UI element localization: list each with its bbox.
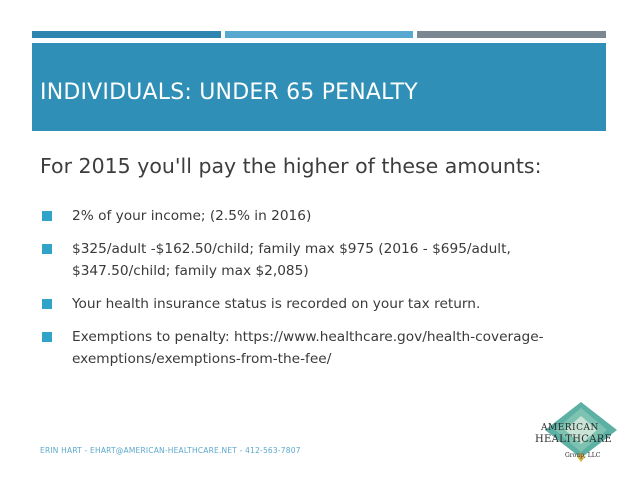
logo-line-2: HEALTHCARE [535, 434, 613, 445]
bullet-square-icon [42, 244, 52, 254]
footer-contact: ERIN HART - EHART@AMERICAN-HEALTHCARE.NET - 412-563-7807 [40, 446, 301, 455]
bullet-list [40, 205, 600, 370]
stripe-light-blue [225, 31, 413, 38]
stripe-dark-blue [32, 31, 221, 38]
logo-line-3: Group, LLC [565, 452, 601, 459]
slide-subtitle: For 2015 you'll pay the higher of these amounts: [40, 154, 542, 178]
bullet-text: $325/adult -$162.50/child; family max $975 (2016 - $695/adult, $347.50/child; family max $2,085) [72, 241, 511, 279]
bullet-square-icon [42, 211, 52, 221]
stripe-gray [417, 31, 606, 38]
bullet-item-exemptions [40, 326, 600, 370]
bullet-item-tax-return [40, 293, 600, 315]
top-stripes [32, 31, 606, 38]
title-bar [32, 43, 606, 131]
logo-line-1: AMERICAN [541, 423, 599, 433]
bullet-square-icon [42, 332, 52, 342]
bullet-text: Your health insurance status is recorded on your tax return. [72, 296, 481, 312]
bullet-text: Exemptions to penalty: https://www.healthcare.gov/health-coverage-exemptions/exemptions-from-the-fee/ [72, 329, 544, 367]
bullet-text: 2% of your income; (2.5% in 2016) [72, 208, 312, 224]
company-logo [535, 400, 627, 472]
bullet-item-flat-fee [40, 238, 600, 282]
logo-text [535, 400, 627, 472]
slide-title: INDIVIDUALS: UNDER 65 PENALTY [40, 79, 418, 105]
bullet-square-icon [42, 299, 52, 309]
bullet-item-income [40, 205, 600, 227]
